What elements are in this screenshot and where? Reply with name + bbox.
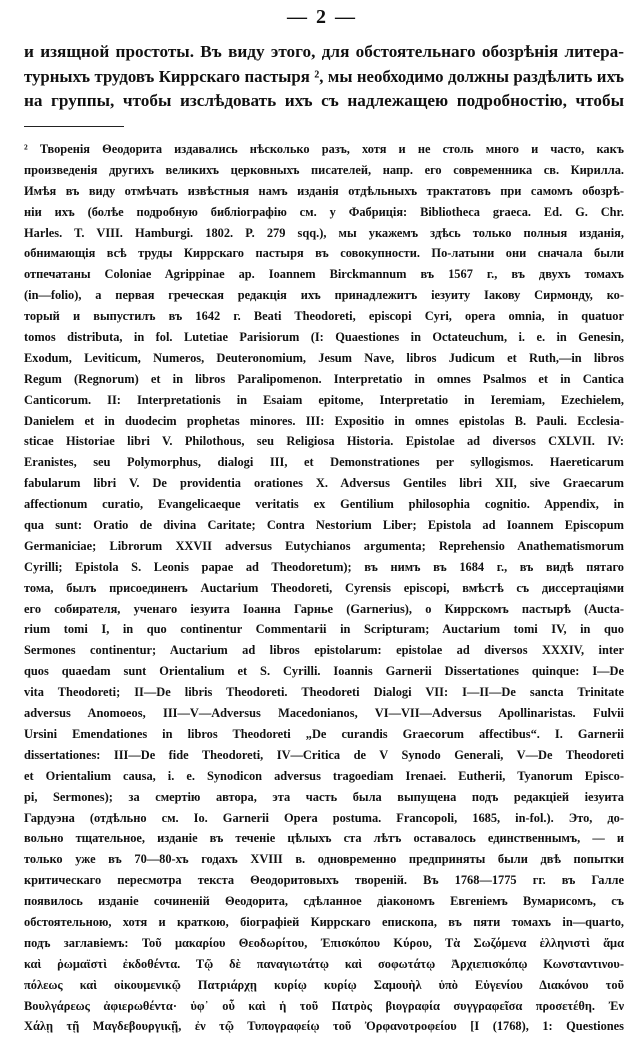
footnote-line: pi, Sermones); за смертію автора, эта часть была выпущена подъ редакціей iезуита <box>24 789 624 804</box>
footnote-line: появилось изданіе сочиненій Θеодорита, сдѣланное діакономъ Евгеніемъ Вумарисомъ, съ <box>24 894 624 909</box>
text-line: и изящной простоты. Въ виду этого, для обстоятельнаго обозрѣнія литера- <box>24 42 624 61</box>
footnote-line: affectionum curatio, Evangelicaeque veritatis ex Gentilium philosophia cognitio. Appendix, in <box>24 497 624 512</box>
footnote-line: Имѣя въ виду отмѣчать извѣстныя намъ изданія отдѣльныхъ трактатовъ при самомъ обозрѣ- <box>24 183 624 198</box>
footnote-separator <box>24 126 124 127</box>
footnote-line: тома, былъ присоединенъ Auctarium Theodoreti, Cyrensis episcopi, вмѣстѣ съ диссертаціями <box>24 580 624 595</box>
footnote-line: Eranistes, seu Polymorphus, dialogi III, et Demonstrationes per syllogismos. Haereticarum <box>24 455 624 470</box>
footnote-line: πόλεως καὶ οἰκουμενικῷ Πατριάρχῃ κυρίῳ κυρίῳ Σαμουὴλ ὑπὸ Εὐγενίου Διακόνου τοῦ <box>24 977 624 992</box>
footnote-line: Canticorum. II: Interpretationis in Esaiam epitome, Interpretatio in Ieremiam, Ezechielem, <box>24 392 624 407</box>
footnote-line: rium tomi I, in quo continentur Commentarii in Scripturam; Auctarium tomi IV, in quo <box>24 622 624 637</box>
footnote-line: Cyrilli; Epistola S. Leonis papae ad Theodoretum); въ нимъ въ 1684 г., въ видѣ пятаго <box>24 559 624 574</box>
footnote-line: Germaniciae; Librorum XXVII adversus Eutychianos argumenta; Reprehensio Anathematismorum <box>24 538 624 553</box>
footnote-line: обстоятельною, хотя и краткою, біографіей Киррскаго епископа, въ пяти томахъ in—quarto, <box>24 914 624 929</box>
footnote-line: sticae Historiae libri V. Philothous, seu Religiosa Historia. Epistolae ad diversos CXLVII. IV: <box>24 434 624 449</box>
footnote-line: отпечатаны Coloniae Agrippinae ap. Ioannem Birckmannum въ 1567 г., въ двухъ томахъ <box>24 267 624 282</box>
footnote <box>24 139 624 1037</box>
text-line: турныхъ трудовъ Киррскаго пастыря ², мы необходимо должны раздѣлить ихъ <box>24 66 624 86</box>
footnote-line: обнимающія всѣ труды Киррскаго пастыря въ совокупности. По-латыни они сначала были <box>24 246 624 261</box>
footnote-line: καὶ ῥωμαϊστὶ ἐκδοθέντα. Τῷ δὲ παναγιωτάτῳ καὶ σοφωτάτῳ Ἀρχιεπισκόπῳ Κωνσταντινου- <box>24 956 624 971</box>
footnote-line: fabularum libri V. De providentia orationes X. Adversus Gentiles libri XII, sive Graecarum <box>24 476 624 491</box>
main-text <box>24 40 624 114</box>
footnote-line: Χάλῃ τῇ Μαγδεβουργικῇ, ἐν τῷ Τυπογραφείῳ τοῦ Ὀρφανοτροφείου [I (1768), 1: Questiones <box>24 1019 624 1034</box>
footnote-line: quos quaedam sunt Orientalium et S. Cyrilli. Ioannis Garnerii Dissertationes quinque: I—De <box>24 664 624 679</box>
footnote-line: adversus Anomoeos, III—V—Adversus Macedonianos, VI—VII—Adversus Apollinaristas. Fulvii <box>24 706 624 721</box>
footnote-line: торый и выпустилъ въ 1642 г. Beati Theodoreti, episcopi Cyri, opera omnia, in quatuor <box>24 309 624 324</box>
page-number: — 2 — <box>287 6 357 28</box>
footnote-line: qua sunt: Oratio de divina Caritate; Contra Nestorium Liber; Epistola ad Ioannem Episcopum <box>24 518 624 533</box>
footnote-line: его собирателя, ученаго iезуита Iоанна Гарнье (Garnerius), о Киррскомъ пастырѣ (Aucta- <box>24 601 624 616</box>
footnote-line: ² Творенія Θеодорита издавались нѣсколько разъ, хотя и не столь много и часто, какъ <box>24 142 624 156</box>
footnote-line: только уже въ 70—80-хъ годахъ XVIII в. одновременно предприняты были двѣ попытки <box>24 852 624 867</box>
footnote-line: dissertationes: III—De fide Theodoreti, IV—Critica de V Synodo Generali, V—De Theodoreti <box>24 747 624 762</box>
footnote-line: произведенія другихъ великихъ церковныхъ писателей, напр. его современника св. Кирилла. <box>24 162 624 177</box>
footnote-line: Ursini Emendationes in libros Theodoreti „De curandis Graecorum affectibus“. I. Garnerii <box>24 726 624 741</box>
footnote-line: критическаго пересмотра текста Θеодоритовыхъ твореній. Въ 1768—1775 гг. въ Галле <box>24 873 624 888</box>
footnote-line: Danielem et in duodecim prophetas minores. III: Expositio in omnes epistolas B. Pauli. Ecclesia- <box>24 413 624 428</box>
footnote-line: ніи ихъ (болѣе подробную библіографію см. у Фабрицiя: Bibliotheca graeca. Ed. G. Chr. <box>24 204 624 219</box>
text-line: на группы, чтобы изслѣдовать ихъ съ надлежащею подробностію, чтобы <box>24 91 624 110</box>
footnote-line: et Orientalium causa, i. e. Synodicon adversus tragoediam Irenaei. Eutherii, Tyanorum Episco- <box>24 768 624 783</box>
footnote-line: Βουλγάρεως ἀφιερωθέντα· ὑφ᾽ οὗ καὶ ἡ τοῦ Πατρὸς βιογραφία συγγραφεῖσα προσετέθη. Ἐν <box>24 998 624 1013</box>
footnote-line: (in—folio), а первая греческая редакція ихъ принадлежитъ iезуиту Iакову Сирмонду, ко- <box>24 288 624 303</box>
footnote-line: Regum (Regnorum) et in libros Paralipomenon. Interpretatio in omnes Psalmos et in Cantica <box>24 371 624 386</box>
footnote-line: Harles. T. VIII. Hamburgi. 1802. P. 279 sqq.), мы укажемъ здѣсь только полныя изданія, <box>24 225 624 240</box>
footnote-line: подъ заглавіемъ: Τοῦ μακαρίου Θεοδωρίτου, Ἐπισκόπου Κύρου, Τὰ Σωζόμενα ἑλληνιστὶ ἅμα <box>24 935 624 950</box>
footnote-line: tomos distributa, in fol. Lutetiae Parisiorum (I: Quaestiones in Octateuchum, i. e. in Genesin, <box>24 330 624 345</box>
footnote-line: вольно тщательное, изданіе въ теченіе цѣлыхъ ста лѣтъ оставалось единственнымъ, — и <box>24 831 624 846</box>
footnote-line: Гардуэна (отдѣльно см. Io. Garnerii Opera postuma. Francopoli, 1685, in-fol.). Это, до- <box>24 810 624 825</box>
footnote-line: vita Theodoreti; II—De libris Theodoreti. Theodoreti Dialogi VII: I—II—De sancta Trinitate <box>24 685 624 700</box>
footnote-line: Exodum, Leviticum, Numeros, Deuteronomium, Jesum Nave, libros Judicum et Ruth,—in libros <box>24 350 624 365</box>
footnote-line: Sermones continentur; Auctarium ad libros epistolarum: epistolae ad diversos XXXIV, inter <box>24 643 624 658</box>
